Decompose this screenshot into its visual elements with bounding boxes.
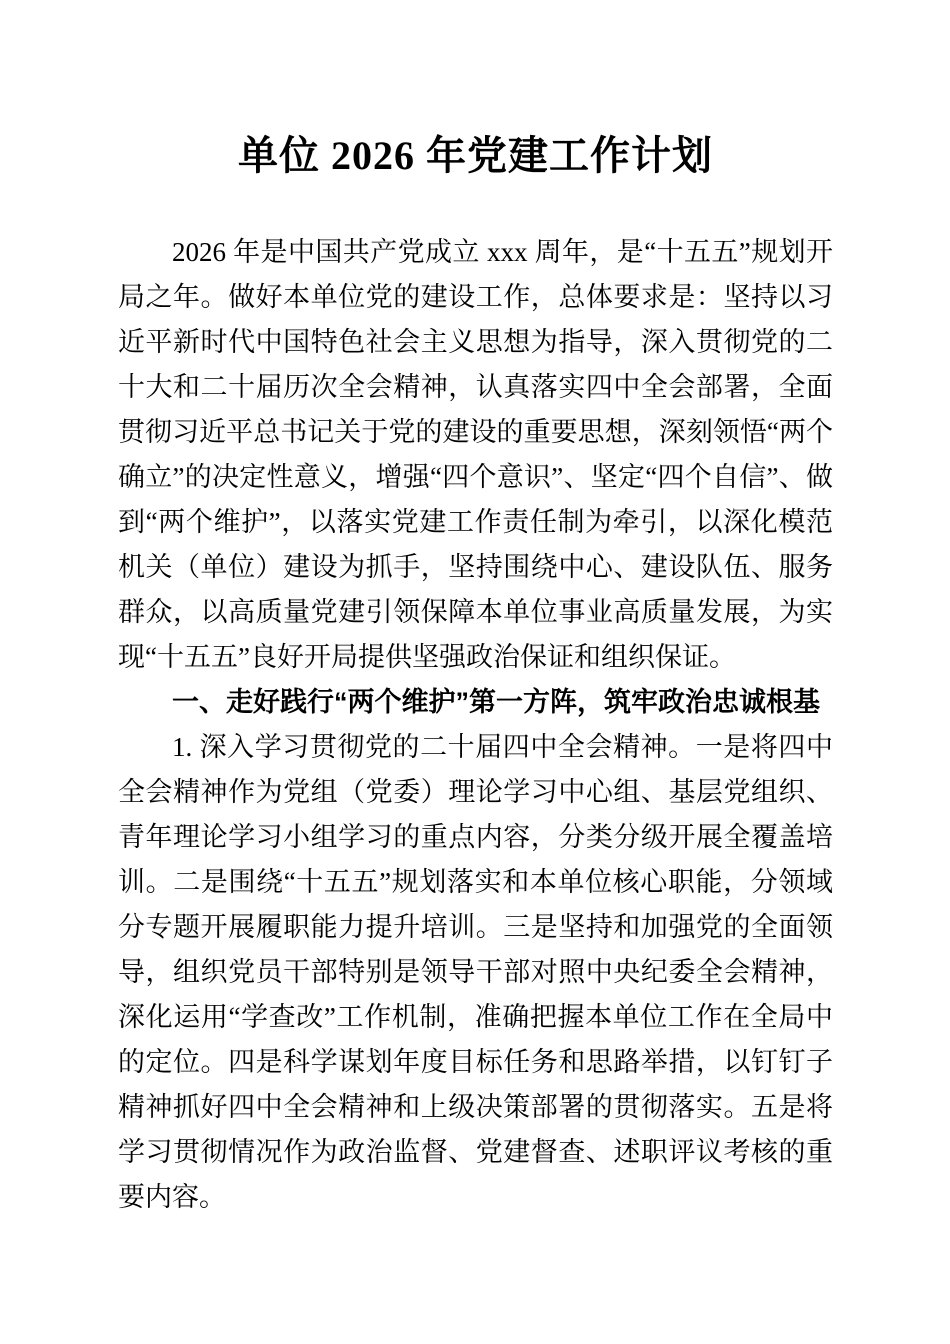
section-1-heading: 一、走好践行“两个维护”第一方阵，筑牢政治忠诚根基 bbox=[172, 687, 820, 717]
section-1-paragraph: 1. 深入学习贯彻党的二十届四中全会精神。一是将四中全会精神作为党组（党委）理论学习中心组、基层党组织、青年理论学习小组学习的重点内容，分类分级开展全覆盖培训。二是围绕“十五五”规划落实和本单位核心职能，分领域分专题开展履职能力提升培训。三是坚持和加强党的全面领导，组织党员干部特别是领导干部对照中央纪委全会精神，深化运用“学查改”工作机制，准确把握本单位工作在全局中的定位。四是科学谋划年度目标任务和思路举措，以钉钉子精神抓好四中全会精神和上级决策部署的贯彻落实。五是将学习贯彻情况作为政治监督、党建督查、述职评议考核的重要内容。 bbox=[118, 732, 833, 1212]
intro-paragraph: 2026 年是中国共产党成立 xxx 周年，是“十五五”规划开局之年。做好本单位党的建设工作，总体要求是：坚持以习近平新时代中国特色社会主义思想为指导，深入贯彻党的二十大和二十届历次全会精神，认真落实四中全会部署，全面贯彻习近平总书记关于党的建设的重要思想，深刻领悟“两个确立”的决定性意义，增强“四个意识”、坚定“四个自信”、做到“两个维护”，以落实党建工作责任制为牵引，以深化模范机关（单位）建设为抓手，坚持围绕中心、建设队伍、服务群众，以高质量党建引领保障本单位事业高质量发展，为实现“十五五”良好开局提供坚强政治保证和组织保证。 bbox=[118, 237, 833, 672]
document-title: 单位 2026 年党建工作计划 bbox=[238, 133, 713, 178]
